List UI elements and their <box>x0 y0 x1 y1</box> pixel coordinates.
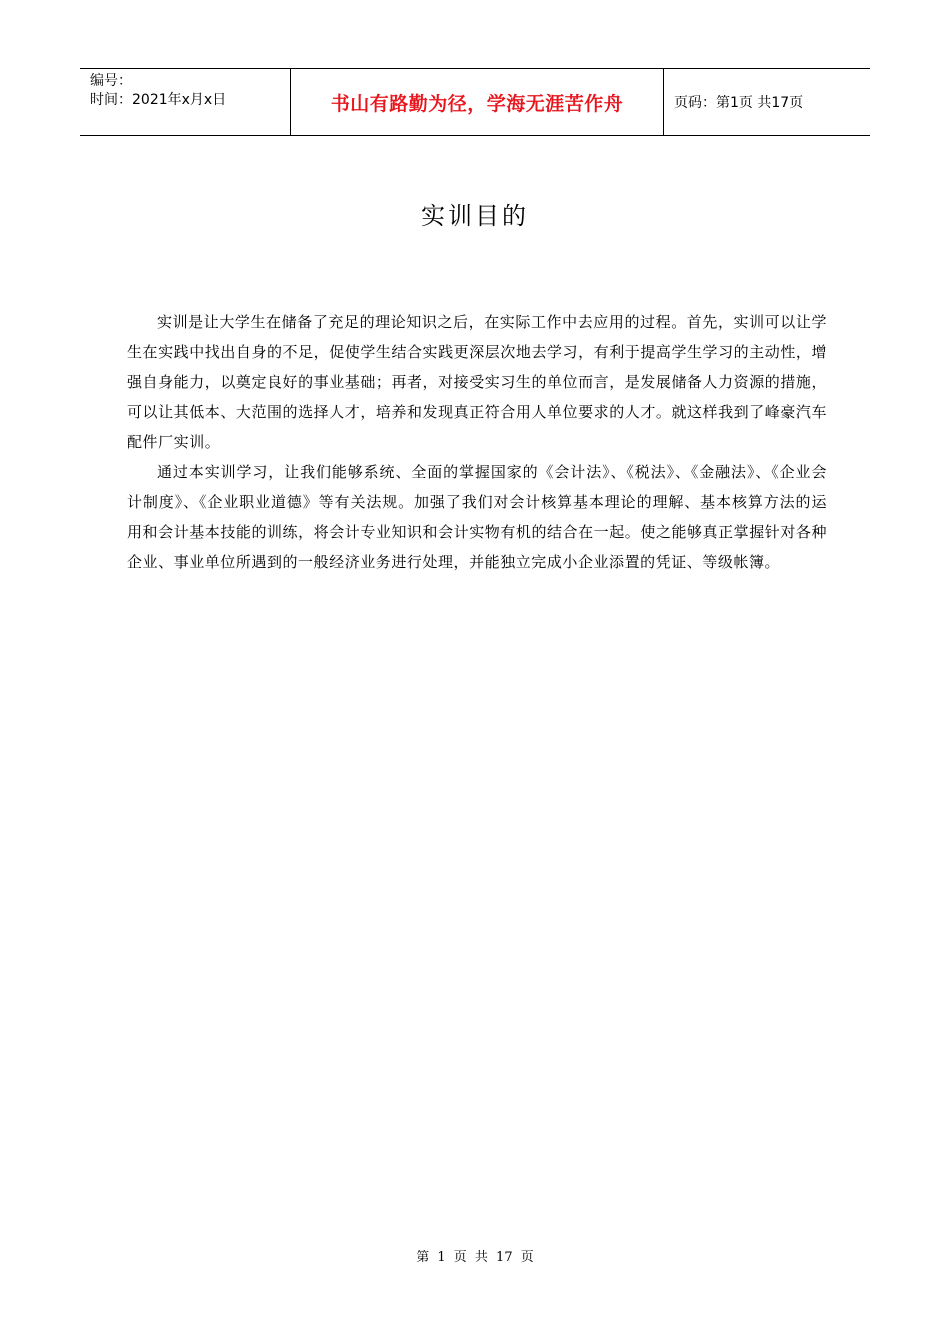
header-time-label: 时间：2021年x月x日 <box>90 92 227 108</box>
document-title: 实训目的 <box>421 202 529 230</box>
header-number-label: 编号： <box>90 73 132 89</box>
header-meta-cell <box>80 69 291 136</box>
document-header <box>80 68 870 136</box>
header-motto: 书山有路勤为径，学海无涯苦作舟 <box>291 69 664 136</box>
body-paragraph: 通过本实训学习，让我们能够系统、全面的掌握国家的《会计法》、《税法》、《金融法》、《企业会计制度》、《企业职业道德》等有关法规。加强了我们对会计核算基本理论的理解、基本核算方法的运用和会计基本技能的训练，将会计专业知识和会计实物有机的结合在一起。使之能够真正掌握针对各种企业、事业单位所遇到的一般经济业务进行处理，并能独立完成小企业添置的凭证、等级帐簿。 <box>127 463 827 571</box>
page-footer: 第 1 页 共 17 页 <box>416 1250 534 1265</box>
header-page-label: 页码：第1页 共17页 <box>664 69 871 136</box>
body-paragraph: 实训是让大学生在储备了充足的理论知识之后，在实际工作中去应用的过程。首先，实训可以让学生在实践中找出自身的不足，促使学生结合实践更深层次地去学习，有利于提高学生学习的主动性，增强自身能力，以奠定良好的事业基础；再者，对接受实习生的单位而言，是发展储备人力资源的措施，可以让其低本、大范围的选择人才，培养和发现真正符合用人单位要求的人才。就这样我到了峰豪汽车配件厂实训。 <box>127 313 827 451</box>
document-body <box>127 307 827 577</box>
